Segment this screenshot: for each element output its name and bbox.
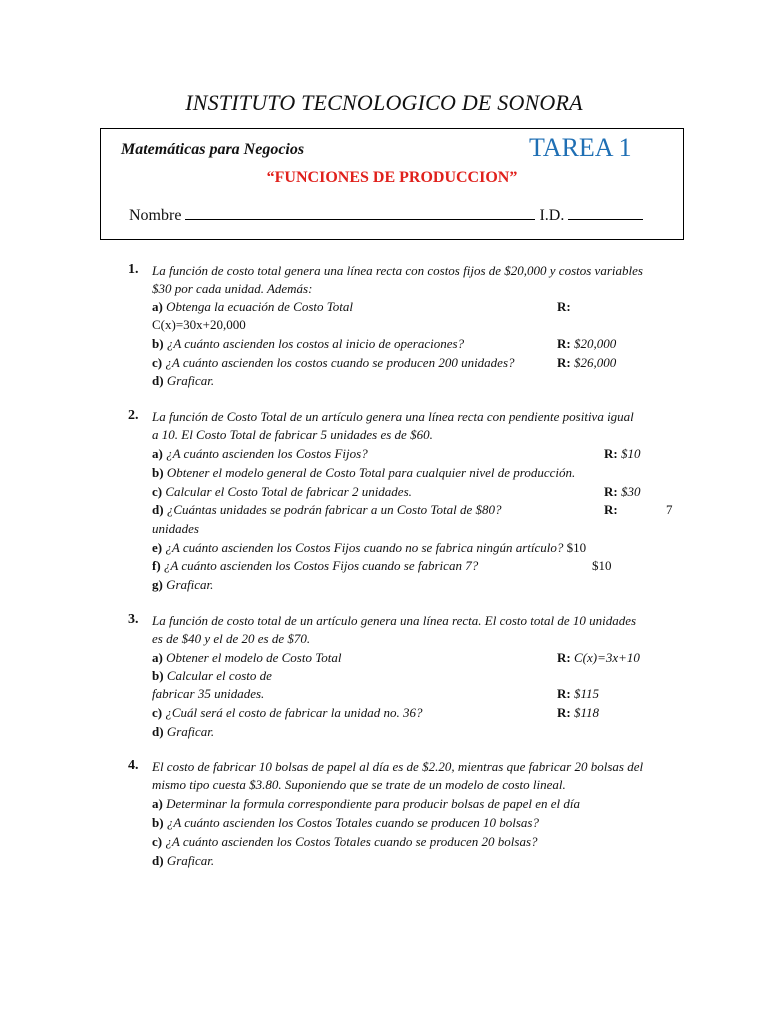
item-b: b) ¿A cuánto ascienden los costos al inicio de operaciones? [152,336,465,351]
question-text-line: La función de costo total de un artículo genera una línea recta. El costo total de 10 unidades [152,613,637,628]
item-d: d) Graficar. [152,853,215,868]
question-text-line: La función de Costo Total de un artículo genera una línea recta con pendiente positiva igual [152,409,634,424]
question-text-line: La función de costo total genera una línea recta con costos fijos de $20,000 y costos variables [152,263,643,278]
answer: R: C(x)=3x+10 [557,650,640,665]
question-number: 1. [128,262,139,277]
question-text-line: $30 por cada unidad. Además: [152,281,313,296]
subject-name: Matemáticas para Negocios [121,141,305,158]
item-d: d) Graficar. [152,373,215,388]
task-title: TAREA 1 [529,133,632,162]
name-id-row [129,207,643,225]
question-text-line: a 10. El Costo Total de fabricar 5 unidades es de $60. [152,427,433,442]
item-d: d) Graficar. [152,724,215,739]
question-text-line: El costo de fabricar 10 bolsas de papel al día es de $2.20, mientras que fabricar 20 bolsas del [152,759,644,774]
answer-value: 7 [666,502,673,517]
name-label: Nombre [129,207,182,224]
item-a: a) Obtenga la ecuación de Costo Total [152,299,354,314]
item-b: b) Calcular el costo de [152,668,272,683]
answer: R: [557,299,571,314]
answer: R: $118 [557,705,600,720]
answer: R: $30 [604,484,641,499]
question-number: 4. [128,758,139,773]
item-g: g) Graficar. [152,577,214,592]
answer: R: $115 [557,686,600,701]
answer-value: $10 [592,558,612,573]
item-c: c) Calcular el Costo Total de fabricar 2 unidades. [152,484,412,499]
id-label: I.D. [539,207,565,224]
answer: R: [604,502,618,517]
name-blank [185,207,535,220]
item-f: f) ¿A cuánto ascienden los Costos Fijos cuando se fabrican 7? [152,558,479,573]
item-c: c) ¿A cuánto ascienden los costos cuando se producen 200 unidades? [152,355,515,370]
header-box [100,128,684,240]
question-text-line: es de $40 y el de 20 es de $70. [152,631,311,646]
item-b-continuation: fabricar 35 unidades. [152,686,265,701]
institution-title: INSTITUTO TECNOLOGICO DE SONORA [185,90,583,115]
item-c: c) ¿Cuál será el costo de fabricar la unidad no. 36? [152,705,423,720]
answer: R: $20,000 [557,336,617,351]
answer: R: $10 [604,446,641,461]
question-text-line: mismo tipo cuesta $3.80. Suponiendo que se trate de un modelo de costo lineal. [152,777,566,792]
id-blank [568,207,643,220]
item-e: e) ¿A cuánto ascienden los Costos Fijos cuando no se fabrica ningún artículo? $10 [152,540,587,555]
item-a: a) ¿A cuánto ascienden los Costos Fijos? [152,446,368,461]
item-b: b) Obtener el modelo general de Costo Total para cualquier nivel de producción. [152,465,576,480]
topic-title: “FUNCIONES DE PRODUCCION” [266,169,518,186]
item-c: c) ¿A cuánto ascienden los Costos Totales cuando se producen 20 bolsas? [152,834,538,849]
item-a: a) Determinar la formula correspondiente para producir bolsas de papel en el día [152,796,581,811]
item-d: d) ¿Cuántas unidades se podrán fabricar a un Costo Total de $80? [152,502,502,517]
question-number: 3. [128,612,139,627]
item-a: a) Obtener el modelo de Costo Total [152,650,342,665]
answer-continuation: unidades [152,521,199,536]
answer: R: $26,000 [557,355,617,370]
question-number: 2. [128,408,139,423]
answer-continuation: C(x)=30x+20,000 [152,317,246,332]
item-b: b) ¿A cuánto ascienden los Costos Totales cuando se producen 10 bolsas? [152,815,539,830]
